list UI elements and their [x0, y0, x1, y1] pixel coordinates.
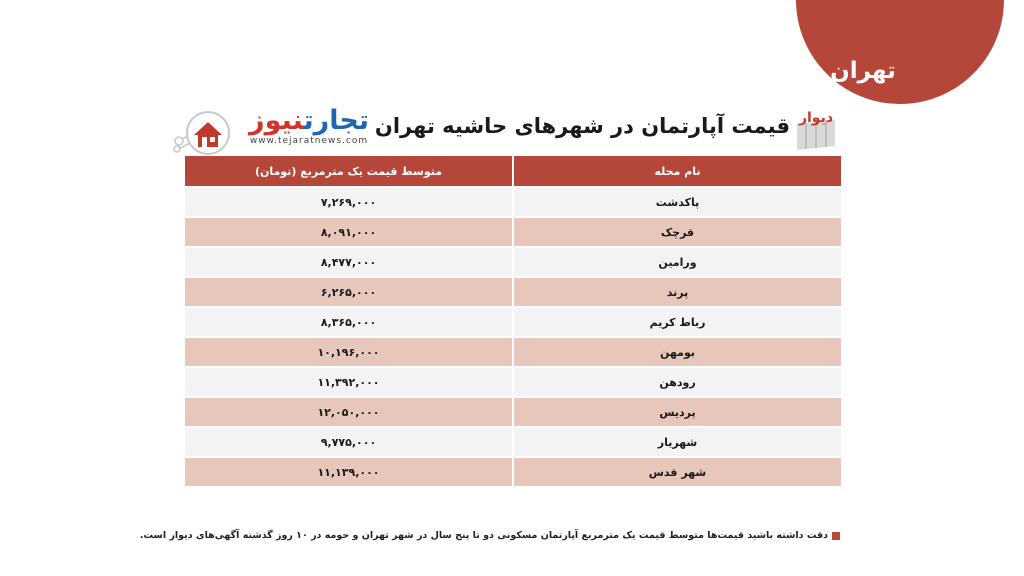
corner-badge: [796, 0, 1004, 104]
table-row: [184, 427, 841, 457]
brand-logo: [244, 106, 374, 146]
table-row: [184, 337, 841, 367]
row-name: رباط کریم: [513, 307, 841, 337]
row-price: ۱۱,۱۳۹,۰۰۰: [184, 457, 513, 486]
footnote-bullet-icon: [832, 532, 840, 540]
table-row: [184, 217, 841, 247]
header-average-price: متوسط قیمت یک مترمربع (تومان): [184, 156, 513, 187]
divar-logo-text: دیوار: [798, 110, 834, 126]
row-price: ۱۲,۰۵۰,۰۰۰: [184, 397, 513, 427]
header-neighborhood-name: نام محله: [513, 156, 841, 187]
row-name: قرچک: [513, 217, 841, 247]
row-name: شهریار: [513, 427, 841, 457]
row-price: ۱۱,۳۹۲,۰۰۰: [184, 367, 513, 397]
row-price: ۸,۴۷۷,۰۰۰: [184, 247, 513, 277]
row-name: پردیس: [513, 397, 841, 427]
footnote-text: دقت داشته باشید قیمت‌ها متوسط قیمت یک مترمربع آپارتمان مسکونی دو تا پنج سال در شهر تهران و حومه در ۱۰ روز گذشته آگهی‌های دیوار است.: [139, 530, 828, 541]
corner-city-label: تهران: [830, 58, 896, 84]
brand-name: [244, 106, 374, 136]
brand-url: www.tejaratnews.com: [249, 136, 369, 146]
price-table: [183, 156, 841, 486]
table-header-row: [184, 156, 841, 187]
table-row: [184, 457, 841, 486]
table-row: [184, 367, 841, 397]
brand-name-part2: نیوز: [249, 105, 304, 136]
table-row: [184, 187, 841, 217]
row-price: ۷,۲۶۹,۰۰۰: [184, 187, 513, 217]
row-name: پرند: [513, 277, 841, 307]
house-key-icon: [168, 109, 234, 157]
divar-logo: [795, 110, 837, 150]
table-row: [184, 277, 841, 307]
table-row: [184, 307, 841, 337]
brand-name-part1: تجارت: [303, 105, 369, 136]
row-price: ۱۰,۱۹۶,۰۰۰: [184, 337, 513, 367]
row-price: ۶,۲۶۵,۰۰۰: [184, 277, 513, 307]
row-price: ۸,۰۹۱,۰۰۰: [184, 217, 513, 247]
row-name: بومهن: [513, 337, 841, 367]
row-name: پاکدشت: [513, 187, 841, 217]
row-name: شهر قدس: [513, 457, 841, 486]
table-row: [184, 397, 841, 427]
row-price: ۸,۳۶۵,۰۰۰: [184, 307, 513, 337]
row-name: رودهن: [513, 367, 841, 397]
page-title: قیمت آپارتمان در شهرهای حاشیه تهران: [374, 114, 790, 138]
row-name: ورامین: [513, 247, 841, 277]
table-row: [184, 247, 841, 277]
row-price: ۹,۷۷۵,۰۰۰: [184, 427, 513, 457]
footnote: [139, 530, 840, 541]
